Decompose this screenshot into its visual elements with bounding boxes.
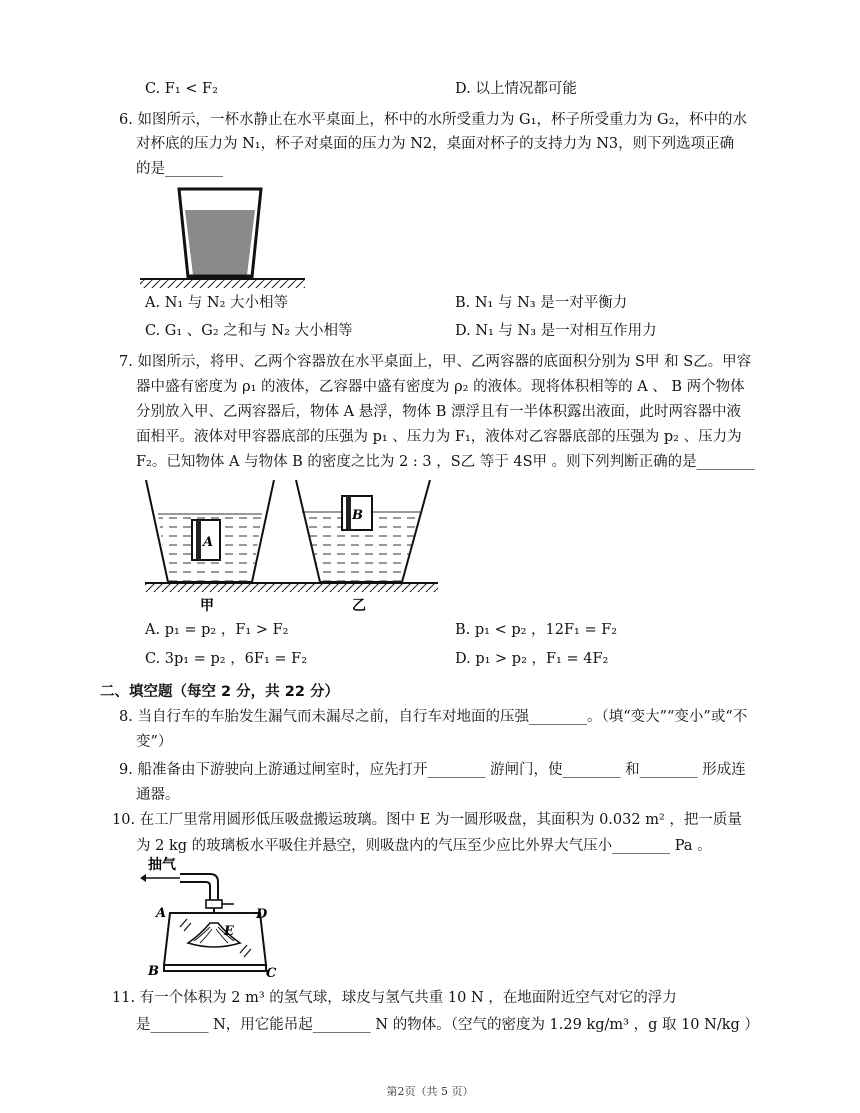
q7-option-d: D. p₁ > p₂ ，F₁ = 4F₂ xyxy=(455,651,609,667)
section-title-fill-blank: 二、填空题（每空 2 分，共 22 分） xyxy=(100,684,339,700)
q9-stem-line2: 通器。 xyxy=(136,787,180,803)
q10-fig-label-b: B xyxy=(148,964,159,979)
q10-suction-cup-figure xyxy=(140,855,290,983)
q7-fig-label-b: B xyxy=(352,508,363,523)
q7-stem-line1: 7. 如图所示，将甲、乙两个容器放在水平桌面上，甲、乙两容器的底面积分别为 S甲 和 S乙。甲容 xyxy=(119,354,752,370)
q10-fig-label-pump: 抽气 xyxy=(148,857,176,873)
q6-stem-line3: 的是________ xyxy=(136,161,223,177)
q7-option-b: B. p₁ < p₂ ，12F₁ = F₂ xyxy=(455,622,618,638)
q5-option-c: C. F₁ < F₂ xyxy=(145,81,218,97)
q10-fig-label-d: D xyxy=(256,907,268,922)
q7-stem-line4: 面相平。液体对甲容器底部的压强为 p₁ 、压力为 F₁，液体对乙容器底部的压强为 p₂ 、压力为 xyxy=(136,429,742,445)
q6-cup-figure xyxy=(135,185,310,295)
page-footer: 第2页（共 5 页） xyxy=(386,1085,474,1098)
q7-option-c: C. 3p₁ = p₂ ，6F₁ = F₂ xyxy=(145,651,308,667)
q7-stem-line5: F₂。已知物体 A 与物体 B 的密度之比为 2 : 3 ，S乙 等于 4S甲 。则下列判断正确的是________ xyxy=(136,454,755,470)
q8-stem-line1: 8. 当自行车的车胎发生漏气而未漏尽之前，自行车对地面的压强________。（填“变大”“变小”或“不 xyxy=(119,709,748,725)
q10-fig-label-e: E xyxy=(224,924,234,939)
q7-stem-line2: 器中盛有密度为 ρ₁ 的液体，乙容器中盛有密度为 ρ₂ 的液体。现将体积相等的 A 、 B 两个物体 xyxy=(136,379,745,395)
q6-option-a: A. N₁ 与 N₂ 大小相等 xyxy=(145,295,289,311)
q7-option-a: A. p₁ = p₂ ，F₁ > F₂ xyxy=(145,622,289,638)
q7-fig-label-jia: 甲 xyxy=(200,598,214,614)
q10-fig-label-a: A xyxy=(156,906,167,921)
q5-option-d: D. 以上情况都可能 xyxy=(455,81,577,97)
q9-stem-line1: 9. 船准备由下游驶向上游通过闸室时，应先打开________ 游闸门，使________ 和________ 形成连 xyxy=(119,762,746,778)
q7-fig-label-a: A xyxy=(203,535,214,550)
q6-option-d: D. N₁ 与 N₃ 是一对相互作用力 xyxy=(455,323,657,339)
q7-fig-label-yi: 乙 xyxy=(352,598,366,614)
q7-stem-line3: 分别放入甲、乙两容器后，物体 A 悬浮，物体 B 漂浮且有一半体积露出液面，此时两容器中液 xyxy=(136,404,742,420)
q6-stem-line2: 对杯底的压力为 N₁，杯子对桌面的压力为 N2，桌面对杯子的支持力为 N3，则下列选项正确 xyxy=(136,136,735,152)
q10-stem-line1: 10. 在工厂里常用圆形低压吸盘搬运玻璃。图中 E 为一圆形吸盘，其面积为 0.032 m² ，把一质量 xyxy=(112,812,742,828)
q10-fig-label-c: C xyxy=(266,966,277,981)
q8-stem-line2: 变”） xyxy=(136,734,173,750)
q6-stem-line1: 6. 如图所示，一杯水静止在水平桌面上，杯中的水所受重力为 G₁，杯子所受重力为 G₂，杯中的水 xyxy=(119,112,747,128)
q11-stem-line2: 是________ N，用它能吊起________ N 的物体。（空气的密度为 1.29 kg/m³ ，g 取 10 N/kg ） xyxy=(136,1017,759,1033)
q10-stem-line2: 为 2 kg 的玻璃板水平吸住并悬空，则吸盘内的气压至少应比外界大气压小________ Pa 。 xyxy=(136,838,712,854)
q6-option-c: C. G₁ 、G₂ 之和与 N₂ 大小相等 xyxy=(145,323,353,339)
q11-stem-line1: 11. 有一个体积为 2 m³ 的氢气球，球皮与氢气共重 10 N ，在地面附近空气对它的浮力 xyxy=(112,990,677,1006)
q6-option-b: B. N₁ 与 N₃ 是一对平衡力 xyxy=(455,295,628,311)
q7-containers-figure xyxy=(140,478,440,618)
